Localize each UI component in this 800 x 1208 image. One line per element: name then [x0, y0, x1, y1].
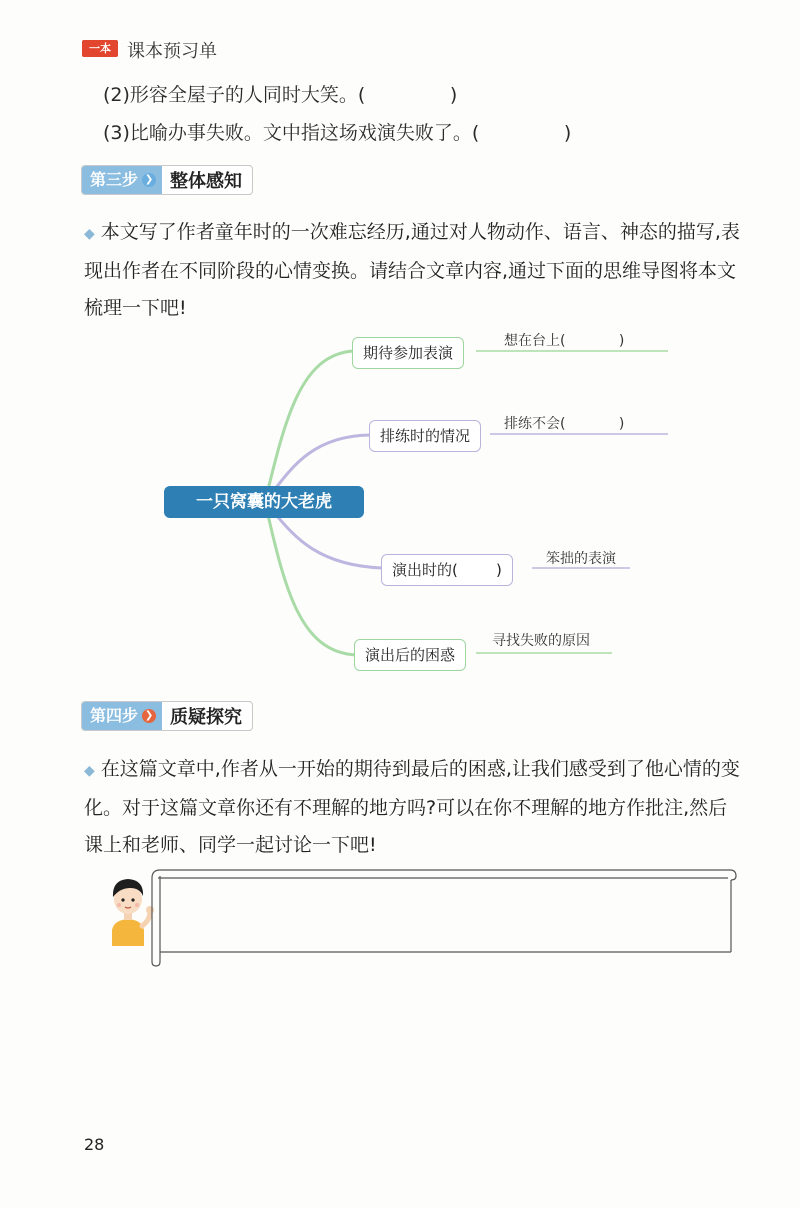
step-4-title: 质疑探究 — [170, 707, 243, 728]
step-3-text: 本文写了作者童年时的一次难忘经历,通过对人物动作、语言、神态的描写,表现出作者在不同阶段的心情变换。请结合文章内容,通过下面的思维导图将本文梳理一下吧! — [84, 221, 740, 319]
annotation-scroll-box[interactable] — [148, 866, 740, 970]
page-header-title: 课本预习单 — [127, 41, 217, 62]
mindmap-detail-2: 排练不会( ) — [504, 416, 625, 432]
branch-line-1 — [265, 351, 353, 502]
branch-line-4 — [265, 502, 356, 655]
diamond-bullet-icon: ◆ — [84, 226, 95, 242]
step-4-text: 在这篇文章中,作者从一开始的期待到最后的困惑,让我们感受到了他心情的变化。对于这篇文章你还有不理解的地方吗?可以在你不理解的地方作批注,然后课上和老师、同学一起讨论一下吧! — [84, 758, 740, 856]
mindmap-node-2: 排练时的情况 — [369, 420, 481, 452]
book-logo: 一本 — [82, 40, 118, 57]
diamond-bullet-icon: ◆ — [84, 763, 95, 779]
mindmap-detail-4: 寻找失败的原因 — [492, 633, 590, 649]
step-4-number: 第四步 ❯ — [82, 702, 162, 730]
mindmap-node-3: 演出时的( ) — [381, 554, 513, 586]
chevron-right-icon: ❯ — [142, 173, 156, 187]
question-2: (2)形容全屋子的人同时大笑。( ) — [103, 84, 458, 106]
mindmap-detail-1: 想在台上( ) — [504, 333, 625, 349]
step-3-number: 第三步 ❯ — [82, 166, 162, 194]
step-4-paragraph — [84, 751, 744, 864]
mindmap-node-4: 演出后的困惑 — [354, 639, 466, 671]
mindmap-node-1: 期待参加表演 — [352, 337, 464, 369]
step-3-title: 整体感知 — [170, 171, 243, 192]
mindmap-detail-3: 笨拙的表演 — [546, 551, 616, 567]
chevron-right-icon: ❯ — [142, 709, 156, 723]
page-number: 28 — [84, 1135, 105, 1154]
step-4-tag — [81, 701, 253, 731]
question-3: (3)比喻办事失败。文中指这场戏演失败了。( ) — [103, 122, 572, 144]
mindmap-central-topic: 一只窝囊的大老虎 — [164, 486, 364, 518]
